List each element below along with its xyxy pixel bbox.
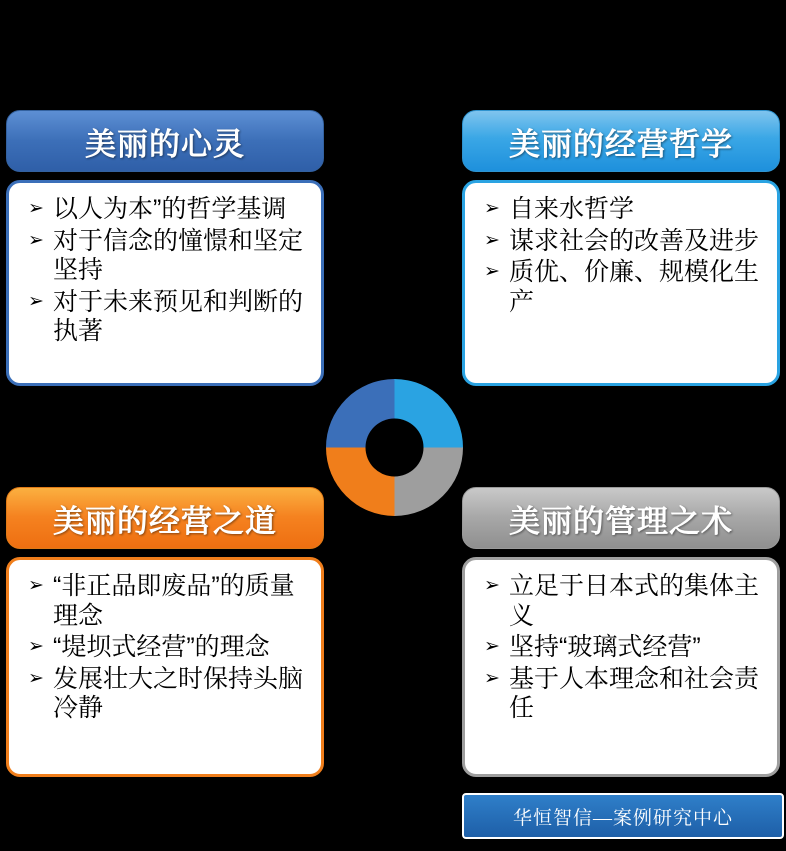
list-item [475,633,767,663]
list-item-text: 质优、价廉、规模化生产 [509,258,760,316]
bullet-arrow-icon: ➢ [28,198,44,219]
quadrant-mind-bullet-list [19,195,311,347]
list-item-text: 基于人本理念和社会责任 [509,664,760,722]
bullet-arrow-icon: ➢ [484,667,500,689]
bullet-arrow-icon: ➢ [28,667,44,689]
quadrant-mind-header [6,110,324,172]
list-item [19,572,311,631]
list-item [19,665,311,724]
quadrant-management-title: 美丽的管理之术 [509,503,733,539]
quadrant-management-body [462,557,780,777]
bullet-arrow-icon: ➢ [28,290,44,312]
bullet-arrow-icon: ➢ [28,575,44,596]
quadrant-philosophy[interactable] [462,110,780,386]
quadrant-management-bullet-list [475,572,767,724]
bullet-arrow-icon: ➢ [484,198,500,219]
quadrant-operation-title: 美丽的经营之道 [53,503,277,539]
donut-hole [366,419,424,477]
list-item [475,195,767,225]
quadrant-mind-title: 美丽的心灵 [85,126,245,162]
list-item-text: 对于信念的憧憬和坚定坚持 [53,226,304,284]
footer-badge-label: 华恒智信—案例研究中心 [512,807,733,829]
quadrant-philosophy-body [462,180,780,386]
list-item [19,227,311,286]
quadrant-operation-bullet-list [19,572,311,724]
quadrant-management[interactable] [462,487,780,777]
quadrant-management-header [462,487,780,549]
bullet-arrow-icon: ➢ [484,229,500,251]
quadrant-philosophy-header [462,110,780,172]
list-item-text: 谋求社会的改善及进步 [509,226,760,255]
list-item-text: 立足于日本式的集体主义 [509,572,760,630]
list-item [19,195,311,225]
list-item-text: 坚持“玻璃式经营” [509,633,701,661]
list-item [19,633,311,663]
list-item-text: 以人为本”的哲学基调 [53,195,287,223]
center-donut-chart [322,375,467,520]
footer-badge [462,793,784,839]
bullet-arrow-icon: ➢ [484,575,500,596]
list-item [475,665,767,724]
bullet-arrow-icon: ➢ [28,229,44,251]
bullet-arrow-icon: ➢ [484,261,500,282]
quadrant-operation-header [6,487,324,549]
list-item [475,227,767,257]
list-item [475,258,767,317]
quadrant-operation[interactable] [6,487,324,777]
bullet-arrow-icon: ➢ [28,636,44,657]
list-item-text: “堤坝式经营”的理念 [53,633,270,661]
list-item-text: 自来水哲学 [509,195,635,223]
bullet-arrow-icon: ➢ [484,636,500,657]
list-item [475,572,767,631]
list-item-text: “非正品即废品”的质量理念 [53,572,295,630]
quadrant-operation-body [6,557,324,777]
list-item-text: 发展壮大之时保持头脑冷静 [53,664,304,722]
quadrant-philosophy-bullet-list [475,195,767,317]
list-item-text: 对于未来预见和判断的执著 [53,287,304,345]
quadrant-mind-body [6,180,324,386]
quadrant-mind[interactable] [6,110,324,386]
list-item [19,288,311,347]
quadrant-philosophy-title: 美丽的经营哲学 [509,126,733,162]
